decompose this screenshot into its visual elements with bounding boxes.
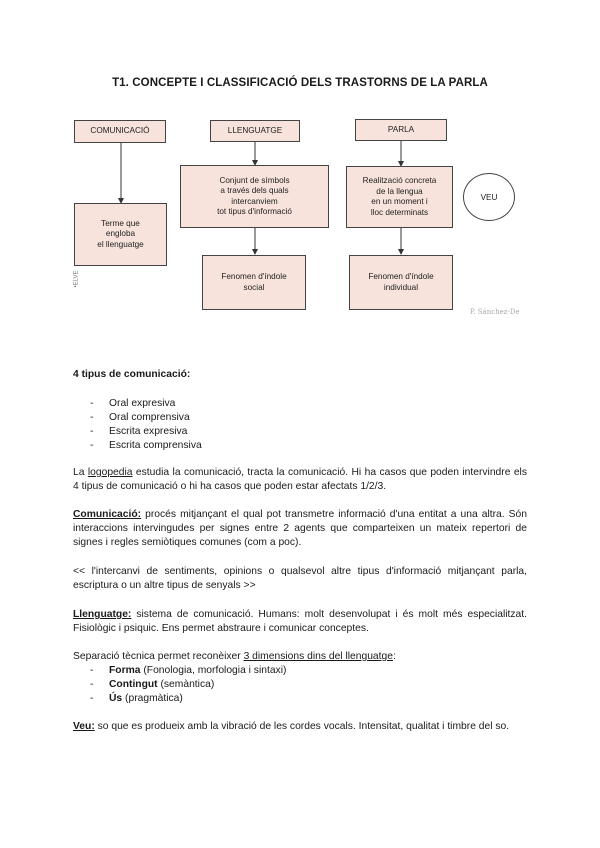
comunicacio-def-line: el llenguatge (97, 239, 144, 249)
term-llenguatge: Llenguatge: (73, 609, 132, 620)
parla-def-line: lloc determinats (370, 207, 429, 217)
llenguatge-def-line: Conjunt de símbols (219, 175, 290, 185)
llenguatge-type-line: social (243, 282, 265, 292)
box-llenguatge-label: LLENGUATGE (227, 125, 283, 135)
list-item: - Oral comprensiva (73, 411, 527, 425)
section-heading: 4 tipus de comunicació: (73, 369, 191, 380)
dimension-term: Ús (109, 693, 123, 704)
box-comunicacio-label: COMUNICACIÓ (90, 126, 150, 136)
box-llenguatge (210, 120, 300, 142)
list-item (73, 692, 527, 706)
llenguatge-def-line: intercanviem (231, 196, 278, 206)
box-comunicacio-definition (74, 203, 167, 266)
paragraph-separacio (73, 650, 527, 664)
dimension-term: Contingut (109, 679, 158, 690)
llenguatge-def-line: tot tipus d'informació (217, 207, 292, 216)
paragraph-intercanvi: << l'intercanvi de sentiments, opinions o qualsevol altre tipus d'informació mitjançant parla, escriptura o un altre tipus de senyals >> (73, 566, 527, 591)
box-parla-definition (346, 166, 453, 228)
veu-circle (463, 173, 515, 221)
box-parla-type (349, 255, 453, 310)
concept-diagram (74, 108, 528, 320)
box-parla-label: PARLA (387, 124, 415, 134)
box-parla (355, 119, 447, 141)
text: so que es produeix amb la vibració de les cordes vocals. Intensitat, qualitat i timbre del so. (94, 721, 510, 732)
dimension-desc: (Fonologia, morfologia i sintaxi) (140, 665, 287, 676)
paragraph-comunicacio (73, 508, 527, 550)
term-logopedia: logopedia (87, 467, 133, 478)
communication-types-list (73, 397, 527, 453)
parla-def-line: Realització concreta (362, 176, 437, 185)
text: procés mitjançant el qual pot transmetre informació d'una entitat a una altra. Són interaccions intervingudes per signes entre 2 agents que comparteixen un mateix repertori de signes i regles semiòtiques comunes (com a poc). (73, 509, 527, 548)
image-credit: P. Sánchez-De (470, 308, 520, 316)
side-mark: •ELVE (73, 270, 80, 288)
parla-def-line: en un moment i (371, 197, 428, 206)
text: Separació tècnica permet reconèixer (73, 651, 244, 662)
list-item: - Escrita comprensiva (73, 439, 527, 453)
box-llenguatge-type (202, 255, 306, 310)
parla-type-line: Fenomen d'índole (368, 272, 434, 281)
veu-label: VEU (480, 192, 498, 202)
term-comunicacio: Comunicació: (73, 509, 142, 520)
box-comunicacio (74, 120, 166, 143)
box-llenguatge-definition (180, 165, 329, 228)
paragraph-veu (73, 720, 527, 734)
list-item: - Oral expresiva (73, 397, 527, 411)
dimension-desc: (pragmàtica) (122, 693, 183, 704)
paragraph-logopedia (73, 466, 527, 494)
list-item (73, 678, 527, 692)
list-item: - Escrita expresiva (73, 425, 527, 439)
llenguatge-type-line: Fenomen d'índole (221, 272, 287, 281)
comunicacio-def-line: engloba (105, 229, 136, 239)
dimensions-phrase: 3 dimensions dins del llenguatge (243, 651, 393, 662)
text: La (73, 467, 88, 478)
dimension-desc: (semàntica) (157, 679, 215, 690)
dimensions-list (73, 664, 527, 706)
list-item (73, 664, 527, 678)
comunicacio-def-line: Terme que (101, 218, 140, 228)
dimension-term: Forma (109, 665, 141, 676)
paragraph-llenguatge (73, 608, 527, 636)
text: estudia la comunicació, tracta la comunicació. Hi ha casos que poden intervindre els 4 tipus de comunicació o hi ha casos que poden estar afectats 1/2/3. (73, 467, 527, 492)
text: sistema de comunicació. Humans: molt desenvolupat i és molt més especialitzat. Fisiològic i psiquic. Ens permet abstraure i comunicar conceptes. (73, 609, 527, 634)
term-veu: Veu: (73, 721, 95, 732)
parla-def-line: de la llengua (376, 186, 423, 196)
text: : (392, 651, 396, 662)
parla-type-line: individual (383, 282, 419, 292)
llenguatge-def-line: a través dels quals (220, 186, 289, 195)
page-title: T1. CONCEPTE I CLASSIFICACIÓ DELS TRASTORNS DE LA PARLA (112, 77, 488, 89)
